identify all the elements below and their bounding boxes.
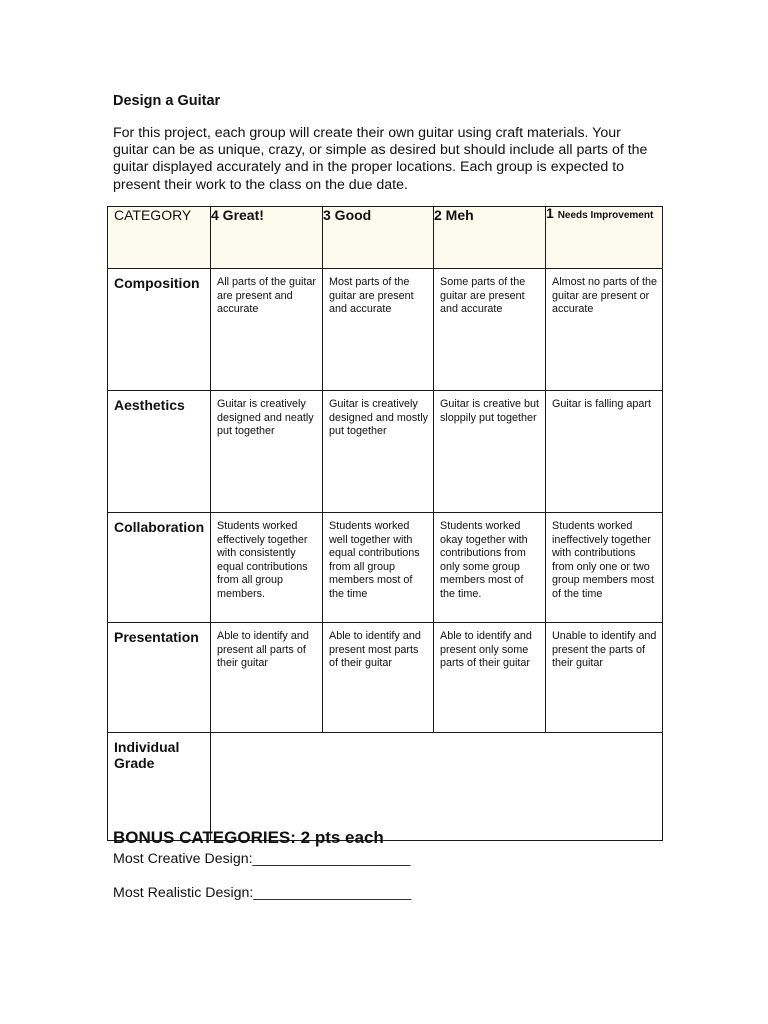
bonus-most-realistic: Most Realistic Design:____________________ (113, 885, 412, 901)
row-label-individual-grade: Individual Grade (108, 733, 211, 841)
row-label-presentation: Presentation (108, 623, 211, 733)
table-cell: Most parts of the guitar are present and accurate (323, 269, 434, 391)
individual-grade-cell[interactable] (211, 733, 663, 841)
header-needs-improvement (546, 207, 663, 269)
table-cell: Some parts of the guitar are present and accurate (434, 269, 546, 391)
table-cell: Students worked okay together with contributions from only some group members most of the time. (434, 513, 546, 623)
table-cell: Guitar is creative but sloppily put together (434, 391, 546, 513)
table-cell: Guitar is creatively designed and mostly put together (323, 391, 434, 513)
intro-paragraph: For this project, each group will create their own guitar using craft materials. Your guitar can be as unique, crazy, or simple as desired but should include all parts of the guitar displayed accurately and in the proper locations. Each group is expected to present their work to the class on the due date. (113, 125, 648, 193)
bonus-most-creative: Most Creative Design:____________________ (113, 851, 411, 867)
document-title: Design a Guitar (113, 93, 221, 109)
table-row (108, 623, 663, 733)
header-needs-label: Needs Improvement (557, 210, 654, 221)
row-label-aesthetics: Aesthetics (108, 391, 211, 513)
header-good: 3 Good (323, 207, 434, 269)
rubric-header-row (108, 207, 663, 269)
table-cell: Students worked effectively together with consistently equal contributions from all group members. (211, 513, 323, 623)
table-row (108, 513, 663, 623)
table-cell: Unable to identify and present the parts of their guitar (546, 623, 663, 733)
header-category: CATEGORY (108, 207, 211, 269)
table-row (108, 733, 663, 841)
row-label-composition: Composition (108, 269, 211, 391)
table-cell: All parts of the guitar are present and accurate (211, 269, 323, 391)
table-cell: Guitar is creatively designed and neatly put together (211, 391, 323, 513)
table-cell: Almost no parts of the guitar are present or accurate (546, 269, 663, 391)
rubric-table (107, 206, 663, 841)
table-cell: Able to identify and present most parts of their guitar (323, 623, 434, 733)
row-label-collaboration: Collaboration (108, 513, 211, 623)
table-cell: Students worked well together with equal contributions from all group members most of the time (323, 513, 434, 623)
table-row (108, 391, 663, 513)
header-needs-number: 1 (546, 205, 554, 221)
header-meh: 2 Meh (434, 207, 546, 269)
bonus-title: BONUS CATEGORIES: 2 pts each (113, 828, 384, 847)
table-cell: Guitar is falling apart (546, 391, 663, 513)
table-row (108, 269, 663, 391)
table-cell: Able to identify and present only some parts of their guitar (434, 623, 546, 733)
header-great: 4 Great! (211, 207, 323, 269)
table-cell: Students worked ineffectively together with contributions from only one or two group members most of the time (546, 513, 663, 623)
table-cell: Able to identify and present all parts of their guitar (211, 623, 323, 733)
